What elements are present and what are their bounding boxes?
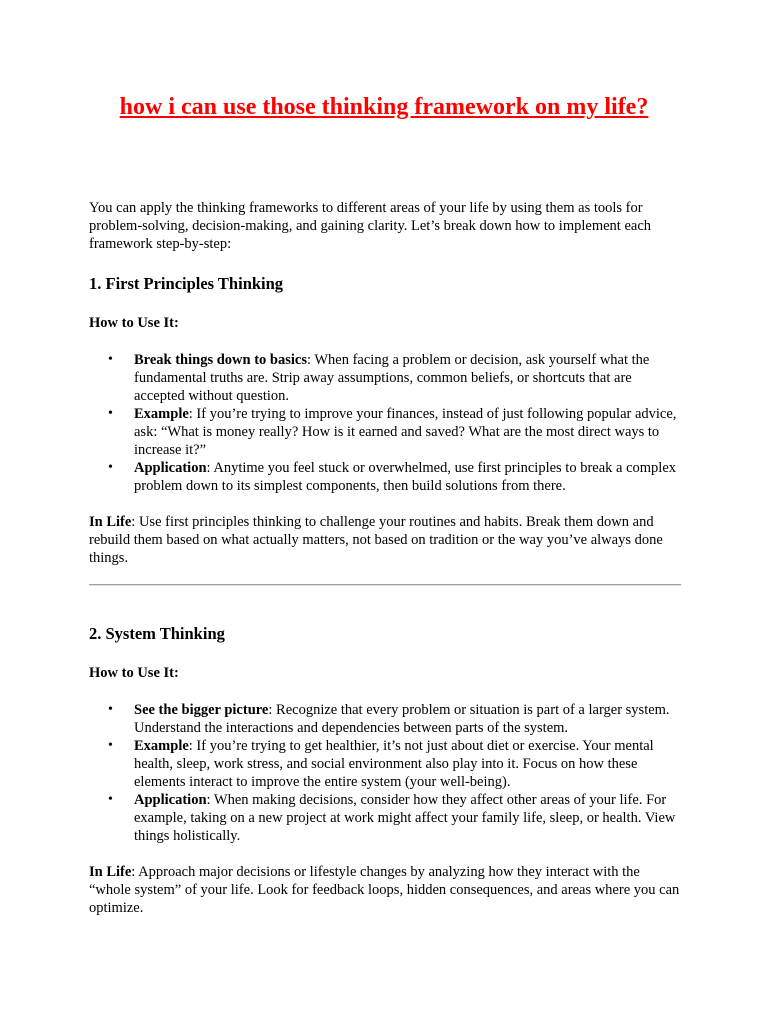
list-item bbox=[108, 791, 681, 845]
item-text: : When making decisions, consider how they affect other areas of your life. For example, taking on a new project at work might affect your family life, sleep, or health. View things holistically. bbox=[134, 792, 676, 844]
bullet-list bbox=[89, 351, 681, 495]
document-body bbox=[89, 199, 681, 934]
item-term: Example bbox=[134, 406, 189, 422]
bullet-icon: • bbox=[108, 738, 113, 753]
item-term: Example bbox=[134, 738, 189, 754]
list-item bbox=[108, 459, 681, 495]
item-term: Application bbox=[134, 792, 207, 808]
item-text: : If you’re trying to get healthier, it’s not just about diet or exercise. Your mental health, sleep, work stress, and social environment also play into it. Focus on how these elements interact to improve the entire system (your well-being). bbox=[134, 738, 654, 790]
in-life-term: In Life bbox=[89, 514, 132, 530]
bullet-icon: • bbox=[108, 792, 113, 807]
in-life-paragraph bbox=[89, 513, 681, 567]
item-text: : If you’re trying to improve your finances, instead of just following popular advice, ask: “What is money really? How is it earned and saved? What are the most direct ways to increase it?” bbox=[134, 406, 677, 458]
intro-paragraph: You can apply the thinking frameworks to different areas of your life by using them as tools for problem-solving, decision-making, and gaining clarity. Let’s break down how to implement each framework step-by-step: bbox=[89, 200, 652, 252]
in-life-text: : Approach major decisions or lifestyle changes by analyzing how they interact with the “whole system” of your life. Look for feedback loops, hidden consequences, and areas where you can optimize. bbox=[89, 864, 680, 916]
bullet-list bbox=[89, 701, 681, 845]
list-item bbox=[108, 405, 681, 459]
item-term: Application bbox=[134, 460, 207, 476]
list-item bbox=[108, 351, 681, 405]
bullet-icon: • bbox=[108, 406, 113, 421]
page-title: how i can use those thinking framework on my life? bbox=[119, 94, 649, 120]
list-item bbox=[108, 737, 681, 791]
item-text: : Recognize that every problem or situation is part of a larger system. Understand the interactions and dependencies between parts of the system. bbox=[134, 702, 670, 736]
list-item bbox=[108, 701, 681, 737]
in-life-term: In Life bbox=[89, 864, 132, 880]
bullet-icon: • bbox=[108, 352, 113, 367]
section-heading: 1. First Principles Thinking bbox=[89, 274, 284, 293]
item-term: Break things down to basics bbox=[134, 352, 307, 368]
item-term: See the bigger picture bbox=[134, 702, 269, 718]
in-life-text: : Use first principles thinking to challenge your routines and habits. Break them down and rebuild them based on what actually matters, not based on tradition or the way you’ve always done things. bbox=[89, 514, 663, 566]
bullet-icon: • bbox=[108, 460, 113, 475]
section-divider bbox=[89, 584, 681, 586]
bullet-icon: • bbox=[108, 702, 113, 717]
howto-label: How to Use It: bbox=[89, 665, 179, 681]
item-text: : Anytime you feel stuck or overwhelmed, use first principles to break a complex problem down to its simplest components, then build solutions from there. bbox=[134, 460, 677, 494]
howto-label: How to Use It: bbox=[89, 315, 179, 331]
in-life-paragraph bbox=[89, 863, 681, 917]
item-text: : When facing a problem or decision, ask yourself what the fundamental truths are. Strip away assumptions, common beliefs, or shortcuts that are accepted without question. bbox=[134, 352, 650, 404]
section-heading: 2. System Thinking bbox=[89, 624, 225, 643]
